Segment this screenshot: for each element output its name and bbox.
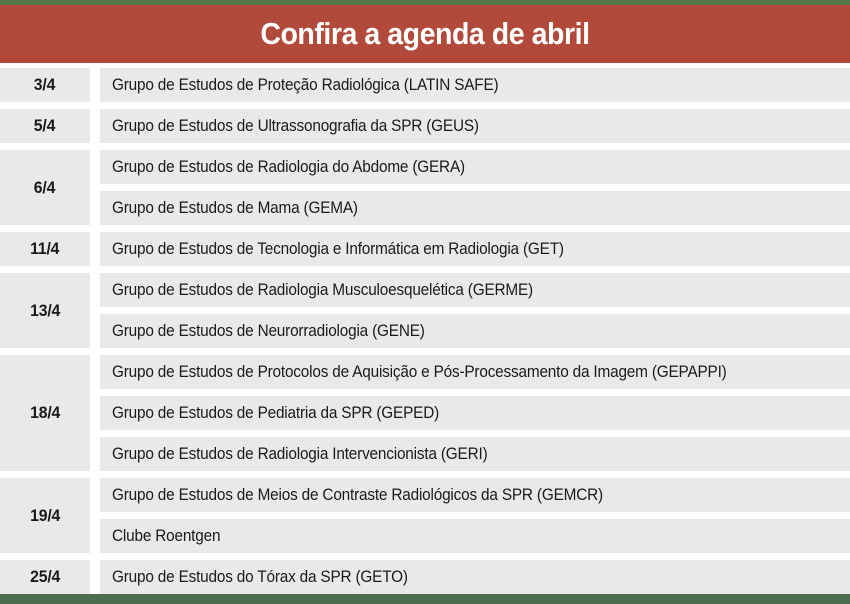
event-cell — [100, 355, 850, 389]
event-label: Grupo de Estudos de Tecnologia e Informática em Radiologia (GET) — [112, 239, 564, 258]
event-cell — [100, 396, 850, 430]
date-label: 5/4 — [34, 116, 56, 135]
agenda-group — [0, 150, 850, 225]
date-label: 3/4 — [34, 75, 56, 94]
agenda-group — [0, 68, 850, 102]
event-label: Clube Roentgen — [112, 526, 221, 545]
event-list — [100, 232, 850, 266]
date-label: 19/4 — [29, 505, 61, 525]
event-label: Grupo de Estudos de Protocolos de Aquisição e Pós-Processamento da Imagem (GEPAPPI) — [112, 362, 727, 381]
event-list — [100, 273, 850, 348]
date-cell — [0, 150, 90, 225]
agenda-table — [0, 68, 850, 594]
agenda-group — [0, 560, 850, 594]
event-label: Grupo de Estudos de Neurorradiologia (GENE) — [112, 321, 425, 340]
event-list — [100, 355, 850, 471]
event-list — [100, 150, 850, 225]
event-cell — [100, 68, 850, 102]
event-list — [100, 560, 850, 594]
event-cell — [100, 109, 850, 143]
date-cell — [0, 273, 90, 348]
date-cell — [0, 478, 90, 553]
event-cell — [100, 150, 850, 184]
agenda-group — [0, 273, 850, 348]
event-label: Grupo de Estudos de Radiologia do Abdome (GERA) — [112, 157, 465, 176]
agenda-group — [0, 355, 850, 471]
event-label: Grupo de Estudos de Meios de Contraste Radiológicos da SPR (GEMCR) — [112, 485, 603, 504]
date-cell — [0, 355, 90, 471]
event-label: Grupo de Estudos do Tórax da SPR (GETO) — [112, 567, 408, 586]
event-list — [100, 68, 850, 102]
event-cell — [100, 191, 850, 225]
event-cell — [100, 478, 850, 512]
date-cell — [0, 232, 90, 266]
event-cell — [100, 314, 850, 348]
date-cell — [0, 68, 90, 102]
agenda-group — [0, 232, 850, 266]
agenda-group — [0, 478, 850, 553]
event-list — [100, 478, 850, 553]
event-cell — [100, 560, 850, 594]
event-label: Grupo de Estudos de Pediatria da SPR (GEPED) — [112, 403, 440, 422]
event-cell — [100, 437, 850, 471]
date-label: 13/4 — [29, 300, 61, 320]
date-label: 6/4 — [34, 177, 56, 197]
bottom-accent-bar — [0, 594, 850, 604]
date-label: 25/4 — [29, 567, 61, 586]
date-cell — [0, 560, 90, 594]
event-label: Grupo de Estudos de Radiologia Intervencionista (GERI) — [112, 444, 488, 463]
event-label: Grupo de Estudos de Proteção Radiológica (LATIN SAFE) — [112, 75, 499, 94]
date-cell — [0, 109, 90, 143]
page-title-bar — [0, 5, 850, 63]
agenda-group — [0, 109, 850, 143]
event-cell — [100, 273, 850, 307]
event-label: Grupo de Estudos de Radiologia Musculoesquelética (GERME) — [112, 280, 533, 299]
date-label: 18/4 — [29, 403, 61, 422]
page-title: Confira a agenda de abril — [260, 16, 590, 51]
event-list — [100, 109, 850, 143]
event-label: Grupo de Estudos de Mama (GEMA) — [112, 198, 358, 217]
date-label: 11/4 — [30, 239, 60, 258]
event-label: Grupo de Estudos de Ultrassonografia da SPR (GEUS) — [112, 116, 479, 135]
event-cell — [100, 232, 850, 266]
event-cell — [100, 519, 850, 553]
